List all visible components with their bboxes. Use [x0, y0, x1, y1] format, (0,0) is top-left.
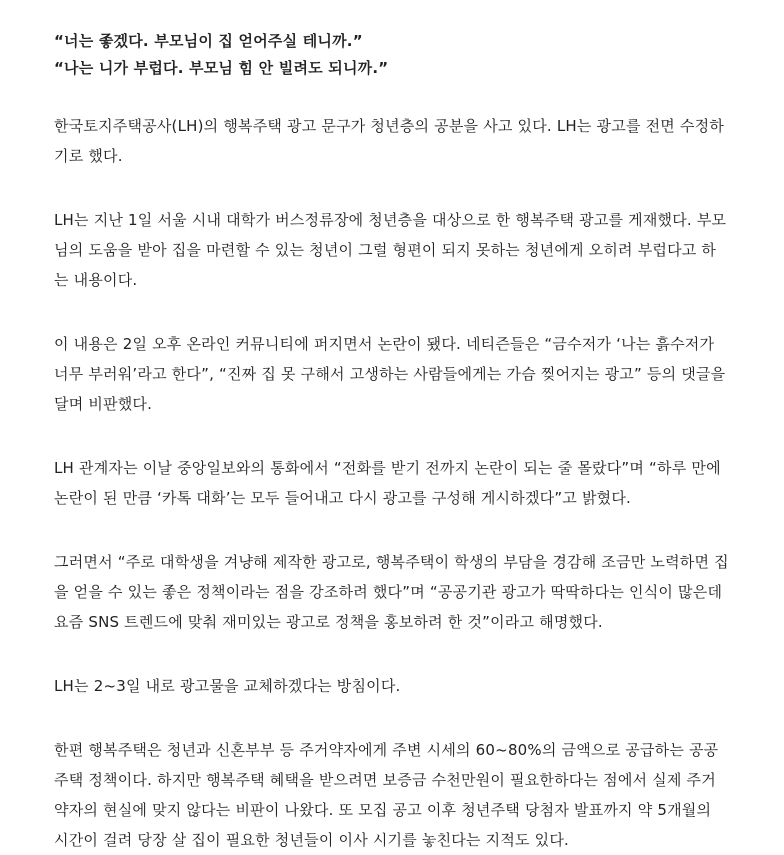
headline-quote-1: “너는 좋겠다. 부모님이 집 얻어주실 테니까.” — [54, 32, 363, 50]
paragraph-lh-explanation: 그러면서 “주로 대학생을 겨냥해 제작한 광고로, 행복주택이 학생의 부담을 경감해 조금만 노력하면 집을 얻을 수 있는 좋은 정책이라는 점을 강조하려 했다”며 “공공기관 광고가 딱딱하다는 인식이 많은데 요즘 SNS 트렌드에 맞춰 재미있는 광고로 정책을 홍보하려 한 것”이라고 해명했다. — [54, 553, 729, 631]
paragraph-policy-criticism: 한편 행복주택은 청년과 신혼부부 등 주거약자에게 주변 시세의 60~80%의 금액으로 공급하는 공공주택 정책이다. 하지만 행복주택 혜택을 받으려면 보증금 수천만원이 필요한하다는 점에서 실제 주거 약자의 현실에 맞지 않다는 비판이 나왔다. 또 모집 공고 이후 청년주택 당첨자 발표까지 약 5개월의 시간이 걸려 당장 살 집이 필요한 청년들이 이사 시기를 놓친다는 지적도 있다. — [54, 741, 719, 849]
paragraph-ad-description: LH는 지난 1일 서울 시내 대학가 버스정류장에 청년층을 대상으로 한 행복주택 광고를 게재했다. 부모님의 도움을 받아 집을 마련할 수 있는 청년이 그럴 형편이 되지 못하는 청년에게 오히려 부럽다고 하는 내용이다. — [54, 211, 727, 289]
paragraph-lh-statement: LH 관계자는 이날 중앙일보와의 통화에서 “전화를 받기 전까지 논란이 되는 줄 몰랐다”며 “하루 만에 논란이 된 만큼 ‘카톡 대화’는 모두 들어내고 다시 광고를 구성해 게시하겠다”고 밝혔다. — [54, 459, 721, 507]
paragraph-netizen-reaction: 이 내용은 2일 오후 온라인 커뮤니티에 퍼지면서 논란이 됐다. 네티즌들은 “금수저가 ‘나는 흙수저가 너무 부러워’라고 한다”, “진짜 집 못 구해서 고생하는 사람들에게는 가슴 찢어지는 광고” 등의 댓글을 달며 비판했다. — [54, 335, 726, 413]
paragraph-intro: 한국토지주택공사(LH)의 행복주택 광고 문구가 청년층의 공분을 사고 있다. LH는 광고를 전면 수정하기로 했다. — [54, 117, 725, 165]
headline-quote-2: “나는 니가 부럽다. 부모님 힘 안 빌려도 되니까.” — [54, 59, 389, 77]
paragraph-replacement-plan: LH는 2~3일 내로 광고물을 교체하겠다는 방침이다. — [54, 677, 401, 695]
